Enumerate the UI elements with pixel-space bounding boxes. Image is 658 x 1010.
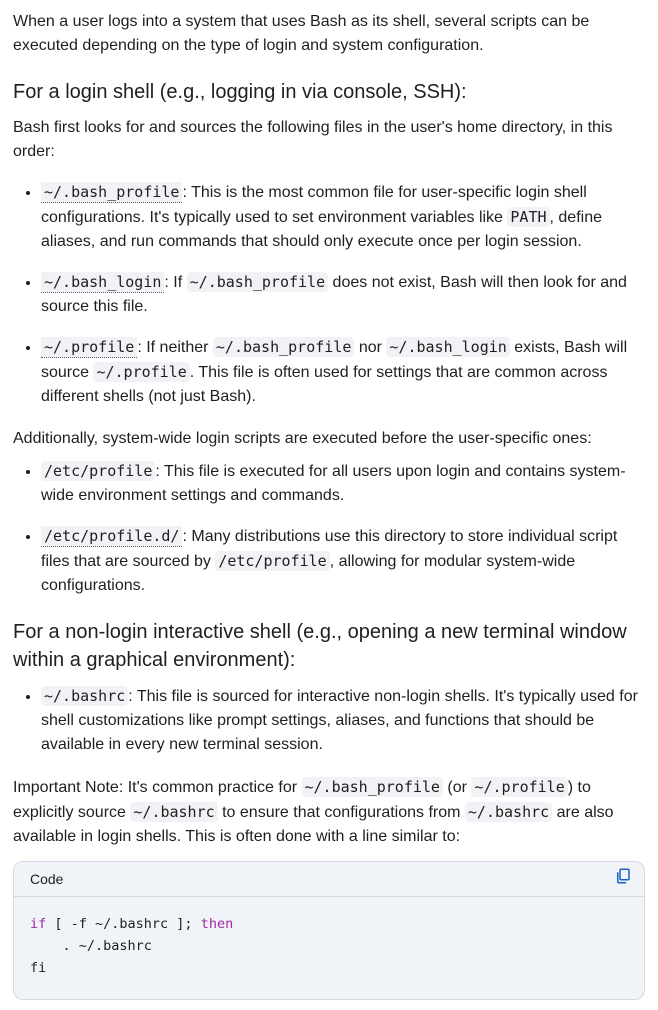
list-item-text: , define aliases, and run commands that should only execute once per login session. — [41, 209, 602, 250]
inline-code: ~/.bash_profile — [302, 777, 443, 797]
non-login-shell-heading: For a non-login interactive shell (e.g., opening a new terminal window within a graphical environment): — [13, 621, 627, 671]
list-item-bash-profile — [41, 180, 645, 254]
list-item-text: nor — [354, 339, 387, 356]
login-shell-lead: Bash first looks for and sources the following files in the user's home directory, in this order: — [13, 119, 613, 160]
note-text: Important Note: It's common practice for — [13, 779, 302, 796]
code-text: [ -f ~/.bashrc ]; — [46, 916, 201, 932]
list-item-text: . This file is often used for settings that are common across different shells (not just Bash). — [41, 364, 608, 405]
inline-code[interactable]: ~/.bash_profile — [41, 182, 182, 203]
note-text: are also available in login shells. This is often done with a line similar to: — [13, 804, 614, 845]
code-text: fi — [30, 960, 47, 976]
inline-code: /etc/profile — [215, 551, 329, 571]
note-text: (or — [442, 779, 472, 796]
non-login-files-list — [13, 684, 645, 757]
code-content — [14, 897, 644, 999]
intro-paragraph: When a user logs into a system that uses Bash as its shell, several scripts can be executed depending on the type of login and system configuration. — [13, 13, 590, 54]
system-wide-lead: Additionally, system-wide login scripts are executed before the user-specific ones: — [13, 430, 592, 447]
inline-code: ~/.bashrc — [130, 802, 217, 822]
code-keyword: then — [200, 916, 234, 932]
list-item-bash-login — [41, 270, 645, 319]
list-item-text: exists, Bash will source — [41, 339, 628, 381]
important-note — [13, 775, 645, 849]
list-item-text: : This file is sourced for interactive non-login shells. It's typically used for shell customizations like prompt settings, aliases, and functions that should be available in every new terminal session. — [41, 688, 638, 753]
list-item-etc-profile — [41, 459, 645, 508]
list-item-etc-profile-d — [41, 524, 645, 598]
copy-icon[interactable] — [614, 867, 632, 892]
system-files-list — [13, 459, 645, 598]
inline-code[interactable]: ~/.profile — [41, 337, 137, 358]
note-text: to ensure that configurations from — [217, 804, 465, 821]
code-block-label: Code — [30, 871, 64, 887]
list-item-bashrc — [41, 684, 645, 757]
code-keyword: if — [30, 916, 47, 932]
inline-code: ~/.profile — [93, 362, 189, 382]
list-item-text: : This file is executed for all users upon login and contains system-wide environment settings and commands. — [41, 463, 626, 504]
note-text: ) to explicitly source — [13, 779, 591, 821]
inline-code: PATH — [507, 207, 549, 227]
list-item-text: : Many distributions use this directory to store individual script files that are sourced by — [41, 528, 618, 570]
inline-code: ~/.bash_profile — [213, 337, 354, 357]
list-item-text: does not exist, Bash will then look for and source this file. — [41, 274, 627, 315]
inline-code: ~/.bashrc — [41, 686, 128, 706]
list-item-text: : If neither — [137, 339, 213, 356]
list-item-profile — [41, 335, 645, 409]
code-block-header — [14, 862, 644, 897]
inline-code: ~/.bashrc — [465, 802, 552, 822]
list-item-text: : If — [164, 274, 187, 291]
code-text: . ~/.bashrc — [30, 938, 152, 954]
code-block — [13, 861, 645, 1000]
inline-code: ~/.profile — [471, 777, 567, 797]
inline-code: /etc/profile — [41, 461, 155, 481]
login-shell-heading: For a login shell (e.g., logging in via console, SSH): — [13, 81, 467, 103]
inline-code[interactable]: /etc/profile.d/ — [41, 526, 182, 547]
inline-code[interactable]: ~/.bash_login — [41, 272, 164, 293]
login-files-list — [13, 180, 645, 409]
list-item-text: , allowing for modular system-wide configurations. — [41, 553, 576, 594]
inline-code: ~/.bash_login — [386, 337, 509, 357]
inline-code: ~/.bash_profile — [187, 272, 328, 292]
list-item-text: : This is the most common file for user-specific login shell configurations. It's typically used to set environment variables like — [41, 184, 587, 226]
